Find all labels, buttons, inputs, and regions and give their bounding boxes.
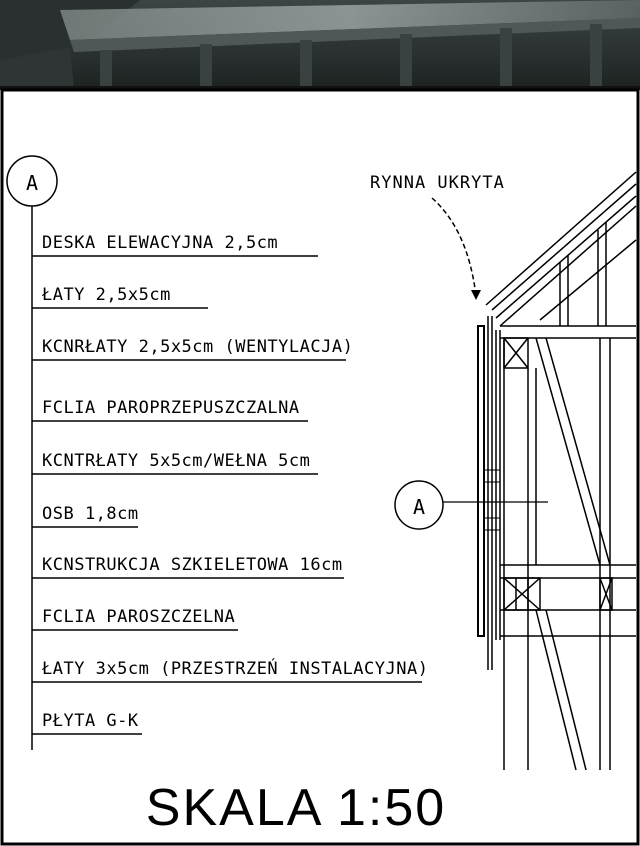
layer-label: KCNRŁATY 2,5x5cm (WENTYLACJA) (42, 337, 354, 357)
wall-structure (478, 172, 636, 770)
detail-marker-letter: A (412, 495, 426, 519)
section-marker-letter: A (25, 171, 39, 195)
layer-label: ŁATY 3x5cm (PRZESTRZEŃ INSTALACYJNA) (42, 659, 429, 679)
gutter-arrowhead (471, 290, 481, 300)
layer-label: OSB 1,8cm (42, 504, 139, 524)
detail-marker (395, 481, 548, 529)
layer-label: PŁYTA G-K (42, 711, 139, 731)
gutter-leader (432, 198, 476, 296)
layer-label: KCNSTRUKCJA SZKIELETOWA 16cm (42, 555, 343, 575)
layer-label: ŁATY 2,5x5cm (42, 285, 171, 305)
scale-label: SKALA 1:50 (145, 779, 447, 837)
layer-label: DESKA ELEWACYJNA 2,5cm (42, 233, 279, 253)
layer-label: FCLIA PAROPRZEPUSZCZALNA (42, 398, 300, 418)
layer-label: KCNTRŁATY 5x5cm/WEŁNA 5cm (42, 451, 311, 471)
layer-list (32, 233, 428, 734)
layer-label: FCLIA PAROSZCZELNA (42, 607, 236, 627)
gutter-label: RYNNA UKRYTA (370, 173, 505, 193)
